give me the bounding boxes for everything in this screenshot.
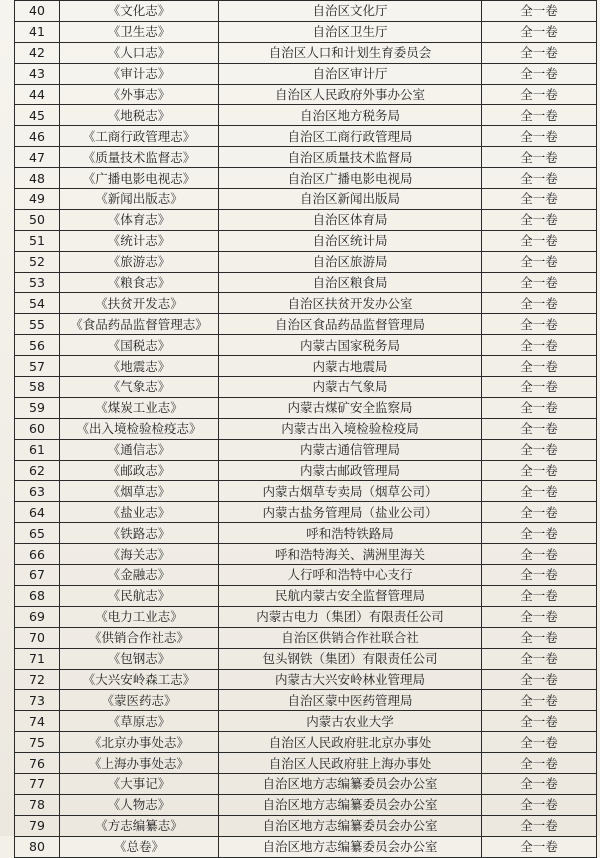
table-row: [15, 377, 597, 398]
volume-count-cell: 全一卷: [482, 168, 597, 189]
gazetteer-name-cell: 《工商行政管理志》: [60, 126, 219, 147]
gazetteer-name-cell: 《扶贫开发志》: [60, 293, 219, 314]
gazetteer-name-cell: 《金融志》: [60, 565, 219, 586]
gazetteer-name-cell: 《大兴安岭森工志》: [60, 669, 219, 690]
volume-count-cell: 全一卷: [482, 836, 597, 857]
volume-count-cell: 全一卷: [482, 293, 597, 314]
volume-count-cell: 全一卷: [482, 377, 597, 398]
volume-count-cell: 全一卷: [482, 251, 597, 272]
row-number-cell: 53: [15, 272, 60, 293]
table-row: [15, 293, 597, 314]
gazetteer-name-cell: 《粮食志》: [60, 272, 219, 293]
row-number-cell: 68: [15, 585, 60, 606]
gazetteer-name-cell: 《民航志》: [60, 585, 219, 606]
table-row: [15, 189, 597, 210]
compiling-organization-cell: 自治区统计局: [219, 230, 482, 251]
volume-count-cell: 全一卷: [482, 585, 597, 606]
compiling-organization-cell: 内蒙古邮政管理局: [219, 460, 482, 481]
compiling-organization-cell: 自治区质量技术监督局: [219, 147, 482, 168]
compiling-organization-cell: 自治区人口和计划生育委员会: [219, 42, 482, 63]
row-number-cell: 42: [15, 42, 60, 63]
volume-count-cell: 全一卷: [482, 523, 597, 544]
row-number-cell: 46: [15, 126, 60, 147]
gazetteer-name-cell: 《草原志》: [60, 711, 219, 732]
gazetteer-name-cell: 《食品药品监督管理志》: [60, 314, 219, 335]
volume-count-cell: 全一卷: [482, 147, 597, 168]
table-row: [15, 251, 597, 272]
compiling-organization-cell: 内蒙古地震局: [219, 356, 482, 377]
table-row: [15, 732, 597, 753]
row-number-cell: 79: [15, 815, 60, 836]
table-row: [15, 753, 597, 774]
gazetteer-name-cell: 《体育志》: [60, 209, 219, 230]
table-row: [15, 272, 597, 293]
volume-count-cell: 全一卷: [482, 230, 597, 251]
gazetteer-name-cell: 《国税志》: [60, 335, 219, 356]
gazetteer-directory-table: [14, 0, 597, 858]
table-row: [15, 168, 597, 189]
row-number-cell: 64: [15, 502, 60, 523]
volume-count-cell: 全一卷: [482, 460, 597, 481]
volume-count-cell: 全一卷: [482, 753, 597, 774]
table-row: [15, 585, 597, 606]
compiling-organization-cell: 自治区卫生厅: [219, 21, 482, 42]
volume-count-cell: 全一卷: [482, 648, 597, 669]
table-row: [15, 690, 597, 711]
compiling-organization-cell: 自治区地方志编纂委员会办公室: [219, 794, 482, 815]
row-number-cell: 41: [15, 21, 60, 42]
compiling-organization-cell: 自治区扶贫开发办公室: [219, 293, 482, 314]
table-row: [15, 418, 597, 439]
gazetteer-name-cell: 《气象志》: [60, 377, 219, 398]
gazetteer-name-cell: 《旅游志》: [60, 251, 219, 272]
compiling-organization-cell: 包头钢铁（集团）有限责任公司: [219, 648, 482, 669]
compiling-organization-cell: 自治区地方志编纂委员会办公室: [219, 815, 482, 836]
row-number-cell: 55: [15, 314, 60, 335]
compiling-organization-cell: 呼和浩特海关、满洲里海关: [219, 544, 482, 565]
volume-count-cell: 全一卷: [482, 189, 597, 210]
gazetteer-name-cell: 《邮政志》: [60, 460, 219, 481]
row-number-cell: 75: [15, 732, 60, 753]
row-number-cell: 47: [15, 147, 60, 168]
gazetteer-name-cell: 《供销合作社志》: [60, 627, 219, 648]
volume-count-cell: 全一卷: [482, 711, 597, 732]
gazetteer-name-cell: 《广播电影电视志》: [60, 168, 219, 189]
table-row: [15, 21, 597, 42]
compiling-organization-cell: 自治区人民政府驻上海办事处: [219, 753, 482, 774]
table-row: [15, 356, 597, 377]
compiling-organization-cell: 自治区蒙中医药管理局: [219, 690, 482, 711]
gazetteer-name-cell: 《盐业志》: [60, 502, 219, 523]
table-row: [15, 42, 597, 63]
compiling-organization-cell: 自治区供销合作社联合社: [219, 627, 482, 648]
gazetteer-name-cell: 《烟草志》: [60, 481, 219, 502]
table-row: [15, 460, 597, 481]
row-number-cell: 76: [15, 753, 60, 774]
row-number-cell: 40: [15, 1, 60, 22]
gazetteer-name-cell: 《统计志》: [60, 230, 219, 251]
volume-count-cell: 全一卷: [482, 356, 597, 377]
volume-count-cell: 全一卷: [482, 1, 597, 22]
row-number-cell: 70: [15, 627, 60, 648]
row-number-cell: 51: [15, 230, 60, 251]
gazetteer-name-cell: 《审计志》: [60, 63, 219, 84]
table-row: [15, 565, 597, 586]
row-number-cell: 61: [15, 439, 60, 460]
compiling-organization-cell: 内蒙古电力（集团）有限责任公司: [219, 606, 482, 627]
row-number-cell: 73: [15, 690, 60, 711]
gazetteer-name-cell: 《煤炭工业志》: [60, 397, 219, 418]
table-row: [15, 815, 597, 836]
row-number-cell: 49: [15, 189, 60, 210]
volume-count-cell: 全一卷: [482, 21, 597, 42]
table-row: [15, 314, 597, 335]
compiling-organization-cell: 自治区广播电影电视局: [219, 168, 482, 189]
table-row: [15, 397, 597, 418]
volume-count-cell: 全一卷: [482, 544, 597, 565]
table-row: [15, 606, 597, 627]
volume-count-cell: 全一卷: [482, 105, 597, 126]
table-row: [15, 794, 597, 815]
volume-count-cell: 全一卷: [482, 272, 597, 293]
volume-count-cell: 全一卷: [482, 84, 597, 105]
table-row: [15, 502, 597, 523]
table-row: [15, 209, 597, 230]
gazetteer-name-cell: 《上海办事处志》: [60, 753, 219, 774]
compiling-organization-cell: 内蒙古烟草专卖局（烟草公司）: [219, 481, 482, 502]
volume-count-cell: 全一卷: [482, 690, 597, 711]
row-number-cell: 44: [15, 84, 60, 105]
row-number-cell: 74: [15, 711, 60, 732]
row-number-cell: 60: [15, 418, 60, 439]
row-number-cell: 59: [15, 397, 60, 418]
table-row: [15, 836, 597, 857]
table-row: [15, 711, 597, 732]
row-number-cell: 66: [15, 544, 60, 565]
volume-count-cell: 全一卷: [482, 481, 597, 502]
gazetteer-name-cell: 《新闻出版志》: [60, 189, 219, 210]
volume-count-cell: 全一卷: [482, 209, 597, 230]
compiling-organization-cell: 内蒙古大兴安岭林业管理局: [219, 669, 482, 690]
volume-count-cell: 全一卷: [482, 773, 597, 794]
volume-count-cell: 全一卷: [482, 42, 597, 63]
volume-count-cell: 全一卷: [482, 335, 597, 356]
row-number-cell: 78: [15, 794, 60, 815]
gazetteer-name-cell: 《人口志》: [60, 42, 219, 63]
table-row: [15, 544, 597, 565]
compiling-organization-cell: 自治区体育局: [219, 209, 482, 230]
gazetteer-name-cell: 《北京办事处志》: [60, 732, 219, 753]
volume-count-cell: 全一卷: [482, 669, 597, 690]
compiling-organization-cell: 内蒙古气象局: [219, 377, 482, 398]
table-row: [15, 648, 597, 669]
row-number-cell: 77: [15, 773, 60, 794]
volume-count-cell: 全一卷: [482, 627, 597, 648]
row-number-cell: 67: [15, 565, 60, 586]
compiling-organization-cell: 自治区地方志编纂委员会办公室: [219, 836, 482, 857]
table-row: [15, 105, 597, 126]
gazetteer-name-cell: 《文化志》: [60, 1, 219, 22]
compiling-organization-cell: 内蒙古农业大学: [219, 711, 482, 732]
table-row: [15, 126, 597, 147]
row-number-cell: 48: [15, 168, 60, 189]
compiling-organization-cell: 内蒙古煤矿安全监察局: [219, 397, 482, 418]
compiling-organization-cell: 自治区地方税务局: [219, 105, 482, 126]
row-number-cell: 71: [15, 648, 60, 669]
row-number-cell: 69: [15, 606, 60, 627]
compiling-organization-cell: 内蒙古国家税务局: [219, 335, 482, 356]
volume-count-cell: 全一卷: [482, 815, 597, 836]
row-number-cell: 45: [15, 105, 60, 126]
gazetteer-name-cell: 《地震志》: [60, 356, 219, 377]
gazetteer-name-cell: 《海关志》: [60, 544, 219, 565]
gazetteer-name-cell: 《通信志》: [60, 439, 219, 460]
row-number-cell: 50: [15, 209, 60, 230]
volume-count-cell: 全一卷: [482, 126, 597, 147]
volume-count-cell: 全一卷: [482, 565, 597, 586]
gazetteer-name-cell: 《铁路志》: [60, 523, 219, 544]
table-body: [15, 1, 597, 858]
gazetteer-name-cell: 《总卷》: [60, 836, 219, 857]
gazetteer-name-cell: 《人物志》: [60, 794, 219, 815]
row-number-cell: 54: [15, 293, 60, 314]
row-number-cell: 52: [15, 251, 60, 272]
row-number-cell: 80: [15, 836, 60, 857]
table-row: [15, 669, 597, 690]
volume-count-cell: 全一卷: [482, 794, 597, 815]
gazetteer-name-cell: 《卫生志》: [60, 21, 219, 42]
table-row: [15, 523, 597, 544]
row-number-cell: 58: [15, 377, 60, 398]
gazetteer-name-cell: 《外事志》: [60, 84, 219, 105]
compiling-organization-cell: 自治区新闻出版局: [219, 189, 482, 210]
gazetteer-name-cell: 《出入境检验检疫志》: [60, 418, 219, 439]
row-number-cell: 65: [15, 523, 60, 544]
compiling-organization-cell: 自治区人民政府外事办公室: [219, 84, 482, 105]
table-row: [15, 335, 597, 356]
table-row: [15, 627, 597, 648]
volume-count-cell: 全一卷: [482, 418, 597, 439]
gazetteer-name-cell: 《包钢志》: [60, 648, 219, 669]
table-row: [15, 481, 597, 502]
gazetteer-name-cell: 《质量技术监督志》: [60, 147, 219, 168]
table-row: [15, 84, 597, 105]
row-number-cell: 62: [15, 460, 60, 481]
row-number-cell: 72: [15, 669, 60, 690]
table-row: [15, 147, 597, 168]
row-number-cell: 63: [15, 481, 60, 502]
volume-count-cell: 全一卷: [482, 606, 597, 627]
row-number-cell: 57: [15, 356, 60, 377]
compiling-organization-cell: 自治区粮食局: [219, 272, 482, 293]
gazetteer-name-cell: 《方志编纂志》: [60, 815, 219, 836]
compiling-organization-cell: 内蒙古盐务管理局（盐业公司）: [219, 502, 482, 523]
compiling-organization-cell: 内蒙古出入境检验检疫局: [219, 418, 482, 439]
compiling-organization-cell: 自治区地方志编纂委员会办公室: [219, 773, 482, 794]
table-row: [15, 439, 597, 460]
compiling-organization-cell: 内蒙古通信管理局: [219, 439, 482, 460]
volume-count-cell: 全一卷: [482, 63, 597, 84]
compiling-organization-cell: 自治区审计厅: [219, 63, 482, 84]
compiling-organization-cell: 民航内蒙古安全监督管理局: [219, 585, 482, 606]
compiling-organization-cell: 自治区工商行政管理局: [219, 126, 482, 147]
table-row: [15, 63, 597, 84]
row-number-cell: 43: [15, 63, 60, 84]
table-row: [15, 1, 597, 22]
volume-count-cell: 全一卷: [482, 439, 597, 460]
gazetteer-name-cell: 《电力工业志》: [60, 606, 219, 627]
gazetteer-name-cell: 《大事记》: [60, 773, 219, 794]
compiling-organization-cell: 人行呼和浩特中心支行: [219, 565, 482, 586]
volume-count-cell: 全一卷: [482, 732, 597, 753]
compiling-organization-cell: 自治区食品药品监督管理局: [219, 314, 482, 335]
volume-count-cell: 全一卷: [482, 314, 597, 335]
compiling-organization-cell: 呼和浩特铁路局: [219, 523, 482, 544]
gazetteer-name-cell: 《蒙医药志》: [60, 690, 219, 711]
volume-count-cell: 全一卷: [482, 397, 597, 418]
compiling-organization-cell: 自治区旅游局: [219, 251, 482, 272]
row-number-cell: 56: [15, 335, 60, 356]
compiling-organization-cell: 自治区文化厅: [219, 1, 482, 22]
volume-count-cell: 全一卷: [482, 502, 597, 523]
table-row: [15, 230, 597, 251]
table-row: [15, 773, 597, 794]
compiling-organization-cell: 自治区人民政府驻北京办事处: [219, 732, 482, 753]
gazetteer-name-cell: 《地税志》: [60, 105, 219, 126]
